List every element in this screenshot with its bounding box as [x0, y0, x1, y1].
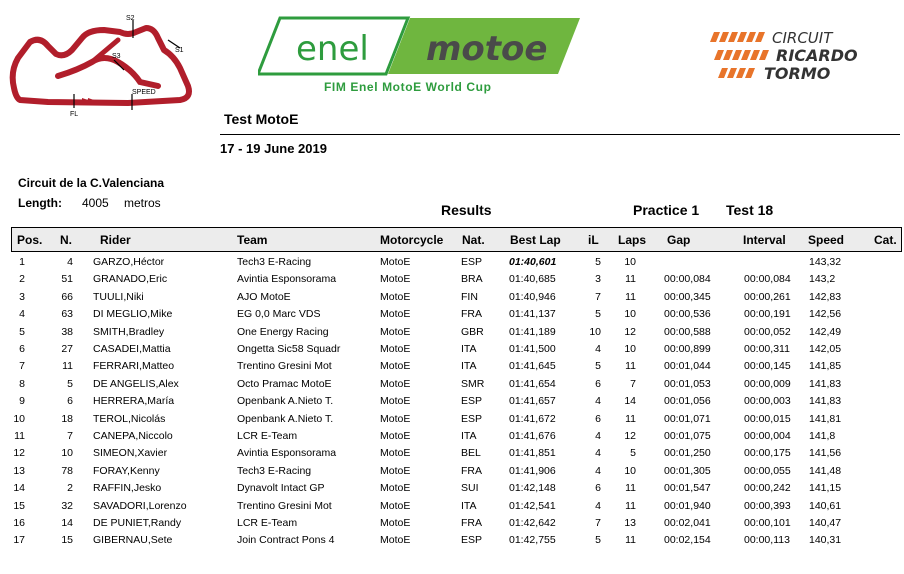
cell-team: Avintia Esponsorama — [237, 447, 337, 460]
cell-speed: 142,83 — [809, 290, 842, 303]
cell-nat: ESP — [461, 412, 483, 425]
cell-il: 5 — [595, 308, 601, 321]
cell-interval: 00:00,052 — [744, 325, 791, 338]
cell-speed: 141,83 — [809, 377, 842, 390]
cell-rider: TUULI,Niki — [93, 290, 144, 303]
cell-gap: 00:01,044 — [664, 360, 711, 373]
cell-best: 01:41,657 — [509, 395, 556, 408]
cell-il: 4 — [595, 343, 601, 355]
cell-pos: 16 — [13, 517, 25, 529]
cell-gap: 00:02,041 — [664, 517, 711, 529]
cell-best: 01:41,672 — [509, 412, 556, 425]
cell-laps: 11 — [625, 273, 636, 286]
cell-num: 38 — [61, 325, 73, 338]
table-row — [11, 393, 902, 410]
table-row — [11, 480, 902, 497]
table-row — [11, 498, 902, 515]
cell-gap: 00:01,056 — [664, 395, 711, 408]
cell-best: 01:41,851 — [509, 447, 556, 460]
cell-best: 01:40,601 — [509, 256, 557, 268]
results-table-header — [11, 227, 902, 252]
session-heading: Practice 1 — [633, 202, 700, 218]
cell-speed: 142,56 — [809, 308, 842, 321]
circuit-name: Circuit de la C.Valenciana — [18, 176, 165, 190]
cell-speed: 143,32 — [809, 256, 842, 268]
cell-speed: 141,83 — [809, 395, 842, 408]
cell-pos: 8 — [19, 377, 25, 390]
cell-moto: MotoE — [380, 412, 411, 425]
col-best-lap: Best Lap — [510, 233, 561, 247]
col-motorcycle: Motorcycle — [380, 233, 444, 247]
cell-laps: 10 — [624, 464, 636, 477]
cell-team: Avintia Esponsorama — [237, 273, 337, 286]
cell-moto: MotoE — [380, 447, 411, 460]
cell-team: LCR E-Team — [237, 430, 298, 442]
motoe-logo — [258, 14, 588, 96]
cell-num: 32 — [61, 499, 73, 512]
cell-gap: 00:01,547 — [664, 482, 711, 495]
cell-rider: SAVADORI,Lorenzo — [93, 499, 187, 512]
cell-interval: 00:00,175 — [744, 447, 791, 460]
cell-best: 01:42,541 — [509, 499, 556, 512]
cell-interval: 00:00,311 — [744, 343, 790, 355]
cell-best: 01:41,654 — [509, 377, 556, 390]
cell-gap: 00:01,053 — [664, 377, 711, 390]
cell-moto: MotoE — [380, 308, 411, 321]
cell-num: 18 — [61, 412, 73, 425]
cell-laps: 11 — [625, 534, 636, 547]
cell-il: 7 — [595, 517, 601, 529]
col-rider: Rider — [100, 233, 131, 247]
cell-interval: 00:00,015 — [744, 412, 791, 425]
table-row — [11, 411, 902, 428]
cell-il: 4 — [595, 447, 601, 460]
enel-wordmark: enel — [296, 29, 369, 69]
cell-gap: 00:00,345 — [664, 290, 711, 303]
cell-rider: SIMEON,Xavier — [93, 447, 168, 460]
table-row — [11, 428, 902, 445]
cell-best: 01:42,642 — [509, 517, 556, 529]
cell-interval: 00:00,009 — [744, 377, 791, 390]
col-pos: Pos. — [17, 233, 43, 247]
cell-moto: MotoE — [380, 273, 411, 286]
cell-num: 6 — [67, 395, 73, 408]
table-row — [11, 289, 902, 306]
cell-gap: 00:00,536 — [664, 308, 711, 321]
cell-rider: DE PUNIET,Randy — [93, 517, 182, 529]
cell-speed: 142,49 — [809, 325, 842, 338]
motoe-wordmark: motoe — [426, 29, 548, 69]
cell-rider: DE ANGELIS,Alex — [93, 377, 179, 390]
cell-team: Dynavolt Intact GP — [237, 482, 325, 495]
cell-rider: DI MEGLIO,Mike — [93, 308, 173, 321]
cell-num: 5 — [67, 377, 73, 390]
cell-pos: 12 — [13, 447, 25, 460]
cell-speed: 141,48 — [809, 464, 842, 477]
cell-il: 10 — [589, 325, 601, 338]
table-row — [11, 271, 902, 288]
cell-moto: MotoE — [380, 360, 411, 373]
track-map-logo — [8, 10, 204, 120]
cell-pos: 14 — [13, 482, 25, 495]
cell-pos: 13 — [13, 464, 25, 477]
cell-best: 01:42,755 — [509, 534, 556, 547]
cell-interval: 00:00,055 — [744, 464, 791, 477]
cell-pos: 4 — [19, 308, 25, 321]
cell-team: Tech3 E-Racing — [237, 256, 312, 268]
cell-num: 63 — [61, 308, 73, 321]
results-heading: Results — [441, 202, 492, 218]
cell-il: 6 — [595, 412, 601, 425]
test-heading: Test 18 — [726, 202, 774, 218]
cell-moto: MotoE — [380, 377, 411, 390]
cell-gap: 00:00,084 — [664, 273, 711, 286]
event-dates: 17 - 19 June 2019 — [220, 141, 327, 156]
col-gap: Gap — [667, 233, 691, 247]
cell-team: EG 0,0 Marc VDS — [237, 308, 321, 321]
cell-speed: 141,81 — [809, 412, 842, 425]
table-row — [11, 358, 902, 375]
cell-nat: ESP — [461, 256, 483, 268]
cell-nat: ITA — [461, 360, 477, 373]
cell-team: One Energy Racing — [237, 325, 329, 338]
cell-team: AJO MotoE — [237, 290, 291, 303]
cell-num: 15 — [61, 534, 73, 547]
cell-rider: CANEPA,Niccolo — [93, 430, 173, 442]
cell-team: Join Contract Pons 4 — [237, 534, 335, 547]
cell-il: 4 — [595, 464, 601, 477]
cell-speed: 141,56 — [809, 447, 842, 460]
cell-interval: 00:00,084 — [744, 273, 791, 286]
length-value: 4005 — [82, 196, 109, 210]
table-row — [11, 376, 902, 393]
cell-rider: GRANADO,Eric — [93, 273, 168, 286]
cell-pos: 15 — [13, 499, 25, 512]
cell-num: 14 — [61, 517, 73, 529]
cell-nat: FRA — [461, 308, 482, 321]
cell-best: 01:40,946 — [509, 290, 556, 303]
cell-rider: FERRARI,Matteo — [93, 360, 175, 373]
cell-nat: FIN — [461, 290, 478, 303]
cell-rider: GIBERNAU,Sete — [93, 534, 173, 547]
cell-il: 7 — [595, 290, 601, 303]
cell-pos: 3 — [19, 290, 25, 303]
cell-best: 01:42,148 — [509, 482, 556, 495]
track-s3-label: S3 — [112, 53, 121, 60]
length-label: Length: — [18, 196, 62, 210]
cell-il: 5 — [595, 360, 601, 373]
cell-pos: 7 — [19, 360, 25, 373]
cell-interval: 00:00,191 — [744, 308, 791, 321]
col-nat: Nat. — [462, 233, 485, 247]
cell-laps: 12 — [624, 325, 636, 338]
col-number: N. — [60, 233, 72, 247]
cell-pos: 1 — [19, 256, 25, 268]
cell-team: Octo Pramac MotoE — [237, 377, 332, 390]
cell-pos: 2 — [19, 273, 25, 286]
cell-num: 11 — [62, 360, 73, 373]
cell-rider: SMITH,Bradley — [93, 325, 165, 338]
cell-pos: 17 — [13, 534, 25, 547]
cell-il: 5 — [595, 256, 601, 268]
cell-team: Openbank A.Nieto T. — [237, 412, 334, 425]
track-fl-label: FL — [70, 111, 79, 118]
cell-rider: HERRERA,María — [93, 395, 175, 408]
cell-num: 51 — [61, 273, 73, 286]
cell-pos: 11 — [14, 430, 25, 442]
cell-interval: 00:00,393 — [744, 499, 791, 512]
cell-speed: 142,05 — [809, 343, 842, 355]
table-row — [11, 532, 902, 549]
tormo-wordmark: TORMO — [764, 64, 831, 83]
cell-rider: RAFFIN,Jesko — [93, 482, 162, 495]
cell-laps: 11 — [625, 482, 636, 495]
cell-best: 01:41,137 — [509, 308, 556, 321]
cell-moto: MotoE — [380, 517, 411, 529]
cell-nat: ESP — [461, 534, 483, 547]
cell-speed: 140,61 — [809, 499, 842, 512]
cell-nat: FRA — [461, 517, 482, 529]
cell-nat: BEL — [461, 447, 481, 460]
cell-interval: 00:00,261 — [744, 290, 791, 303]
cell-speed: 141,85 — [809, 360, 842, 373]
table-row — [11, 445, 902, 462]
event-title: Test MotoE — [224, 111, 299, 127]
cell-rider: CASADEI,Mattia — [93, 343, 171, 355]
cell-laps: 11 — [625, 290, 636, 303]
cell-moto: MotoE — [380, 534, 411, 547]
col-speed: Speed — [808, 233, 845, 247]
cell-pos: 5 — [19, 325, 25, 338]
table-row — [11, 463, 902, 480]
cell-speed: 140,47 — [809, 517, 842, 529]
cell-laps: 10 — [624, 343, 636, 355]
cell-moto: MotoE — [380, 325, 411, 338]
cell-il: 6 — [595, 377, 601, 390]
col-cat: Cat. — [874, 233, 897, 247]
cell-nat: ESP — [461, 395, 483, 408]
cell-interval: 00:00,113 — [744, 534, 790, 547]
cell-interval: 00:00,003 — [744, 395, 791, 408]
cell-best: 01:41,645 — [509, 360, 556, 373]
cell-rider: TEROL,Nicolás — [93, 412, 166, 425]
cell-moto: MotoE — [380, 290, 411, 303]
circuit-ricardo-tormo-logo — [706, 28, 900, 84]
circuit-wordmark: CIRCUIT — [772, 29, 833, 47]
cell-gap: 00:01,940 — [664, 499, 711, 512]
cell-laps: 14 — [624, 395, 636, 408]
cell-speed: 141,15 — [809, 482, 842, 495]
cell-interval: 00:00,101 — [744, 517, 791, 529]
cell-il: 4 — [595, 499, 601, 512]
cell-nat: ITA — [461, 499, 477, 512]
cell-moto: MotoE — [380, 343, 411, 355]
cell-rider: GARZO,Héctor — [93, 256, 165, 268]
cell-num: 2 — [67, 482, 73, 495]
cell-num: 78 — [61, 464, 73, 477]
cell-laps: 7 — [630, 377, 636, 390]
cell-laps: 10 — [624, 256, 636, 268]
title-divider — [220, 134, 900, 135]
cell-nat: BRA — [461, 273, 483, 286]
cell-laps: 12 — [624, 430, 636, 442]
cell-moto: MotoE — [380, 430, 411, 442]
col-il: iL — [588, 233, 599, 247]
cell-team: LCR E-Team — [237, 517, 298, 529]
cell-speed: 140,31 — [809, 534, 842, 547]
cell-speed: 143,2 — [809, 273, 836, 286]
cell-nat: GBR — [461, 325, 484, 338]
cell-num: 7 — [67, 430, 73, 442]
cell-moto: MotoE — [380, 482, 411, 495]
cell-laps: 11 — [625, 360, 636, 373]
cell-interval: 00:00,004 — [744, 430, 791, 442]
cell-laps: 10 — [624, 308, 636, 321]
track-speed-label: SPEED — [132, 89, 156, 96]
cell-gap: 00:01,075 — [664, 430, 711, 442]
cell-gap: 00:00,588 — [664, 325, 711, 338]
cell-interval: 00:00,145 — [744, 360, 791, 373]
col-team: Team — [237, 233, 268, 247]
cell-num: 27 — [61, 343, 73, 355]
table-row — [11, 306, 902, 323]
cell-nat: SUI — [461, 482, 479, 495]
col-laps: Laps — [618, 233, 647, 247]
length-unit: metros — [124, 196, 161, 210]
cell-team: Ongetta Sic58 Squadr — [237, 343, 341, 355]
cell-speed: 141,8 — [809, 430, 836, 442]
cell-interval: 00:00,242 — [744, 482, 791, 495]
track-s2-label: S2 — [126, 15, 135, 22]
cell-num: 4 — [67, 256, 73, 268]
cell-num: 10 — [61, 447, 73, 460]
table-row — [11, 324, 902, 341]
cell-il: 4 — [595, 395, 601, 408]
cell-team: Trentino Gresini Mot — [237, 360, 332, 373]
cell-il: 6 — [595, 482, 601, 495]
cell-best: 01:41,189 — [509, 325, 556, 338]
cell-moto: MotoE — [380, 256, 411, 268]
col-interval: Interval — [743, 233, 786, 247]
cell-best: 01:41,676 — [509, 430, 556, 442]
cell-nat: ITA — [461, 430, 477, 442]
cell-nat: ITA — [461, 343, 477, 355]
cell-gap: 00:02,154 — [664, 534, 711, 547]
cell-best: 01:41,906 — [509, 464, 556, 477]
motoe-subtitle: FIM Enel MotoE World Cup — [324, 80, 492, 94]
cell-moto: MotoE — [380, 464, 411, 477]
cell-pos: 9 — [19, 395, 25, 408]
cell-gap: 00:01,305 — [664, 464, 711, 477]
cell-laps: 5 — [630, 447, 636, 460]
cell-nat: SMR — [461, 377, 485, 390]
cell-moto: MotoE — [380, 499, 411, 512]
table-row — [11, 515, 902, 532]
cell-laps: 13 — [624, 517, 636, 529]
cell-laps: 11 — [625, 499, 636, 512]
cell-il: 3 — [595, 273, 601, 286]
cell-gap: 00:00,899 — [664, 343, 711, 355]
cell-pos: 6 — [19, 343, 25, 355]
table-row — [11, 254, 902, 271]
cell-moto: MotoE — [380, 395, 411, 408]
cell-il: 5 — [595, 534, 601, 547]
table-row — [11, 341, 902, 358]
cell-gap: 00:01,071 — [664, 412, 711, 425]
cell-il: 4 — [595, 430, 601, 442]
cell-nat: FRA — [461, 464, 482, 477]
cell-team: Trentino Gresini Mot — [237, 499, 332, 512]
cell-team: Openbank A.Nieto T. — [237, 395, 334, 408]
cell-best: 01:41,500 — [509, 343, 556, 355]
cell-laps: 11 — [625, 412, 636, 425]
cell-pos: 10 — [13, 412, 25, 425]
cell-num: 66 — [61, 290, 73, 303]
cell-best: 01:40,685 — [509, 273, 556, 286]
cell-gap: 00:01,250 — [664, 447, 711, 460]
cell-team: Tech3 E-Racing — [237, 464, 312, 477]
cell-rider: FORAY,Kenny — [93, 464, 160, 477]
ricardo-wordmark: RICARDO — [776, 46, 858, 65]
track-s1-label: S1 — [175, 47, 184, 54]
